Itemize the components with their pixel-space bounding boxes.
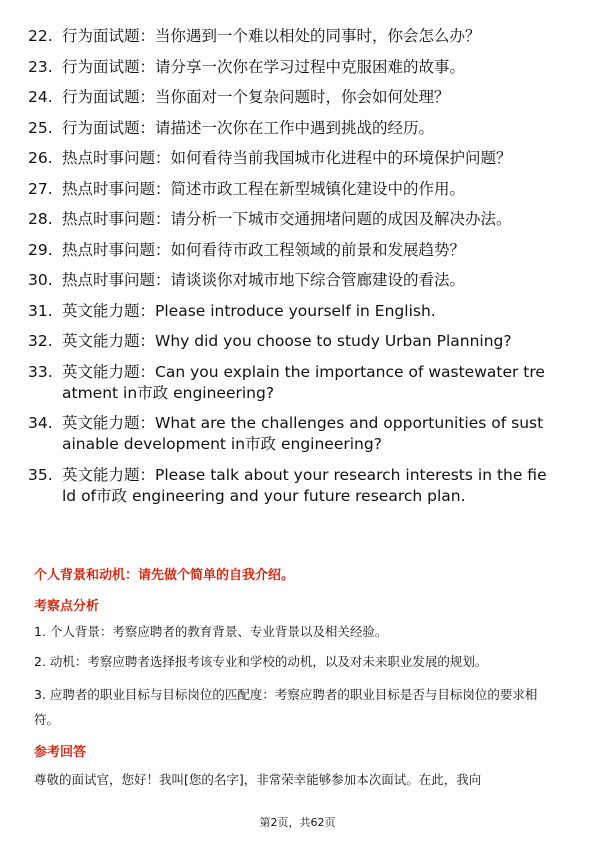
- question-item: [28, 413, 548, 455]
- analysis-item: 2. 动机：考察应聘者选择报考该专业和学校的动机，以及对未来职业发展的规划。: [34, 654, 488, 669]
- question-text: 热点时事问题：请谈谈你对城市地下综合管廊建设的看法。: [62, 271, 466, 289]
- question-item: [28, 362, 548, 404]
- question-text: 行为面试题：请描述一次你在工作中遇到挑战的经历。: [62, 118, 435, 137]
- page-footer: 第2页，共62页: [259, 816, 336, 829]
- analysis-item: 1. 个人背景：考察应聘者的教育背景、专业背景以及相关经验。: [34, 624, 388, 639]
- question-text: 英文能力题：Why did you choose to study Urban Planning?: [62, 332, 512, 350]
- question-number: 23.: [28, 57, 53, 76]
- question-text: 行为面试题：请分享一次你在学习过程中克服困难的故事。: [62, 57, 466, 76]
- question-number: 26.: [28, 149, 53, 167]
- question-item: [28, 179, 548, 200]
- question-item: [28, 26, 548, 47]
- question-text: 热点时事问题：简述市政工程在新型城镇化建设中的作用。: [62, 179, 466, 198]
- question-text: 行为面试题：当你遇到一个难以相处的同事时，你会怎么办？: [62, 27, 481, 45]
- question-item: [28, 301, 548, 322]
- question-number: 34.: [28, 414, 53, 432]
- analysis-item: 3. 应聘者的职业目标与目标岗位的匹配度：考察应聘者的职业目标是否与目标岗位的要求相符。: [34, 687, 538, 727]
- question-text: 热点时事问题：如何看待市政工程领域的前景和发展趋势？: [62, 240, 466, 259]
- question-item: [28, 331, 548, 352]
- section-heading: 个人背景和动机：请先做个简单的自我介绍。: [34, 568, 295, 583]
- question-number: 32.: [28, 332, 53, 350]
- question-number: 28.: [28, 210, 53, 228]
- question-text: 热点时事问题：如何看待当前我国城市化进程中的环境保护问题？: [62, 149, 512, 167]
- question-item: [28, 465, 548, 507]
- question-text: 英文能力题：What are the challenges and opportunities of sustainable development in市政 engineering?: [62, 414, 544, 453]
- question-text: 热点时事问题：请分析一下城市交通拥堵问题的成因及解决办法。: [62, 210, 512, 228]
- question-item: [28, 270, 548, 291]
- question-number: 31.: [28, 301, 53, 320]
- question-item: [28, 87, 548, 108]
- question-text: 英文能力题：Can you explain the importance of wastewater treatment in市政 engineering?: [62, 362, 545, 402]
- analysis-heading: 考察点分析: [34, 599, 100, 614]
- question-number: 25.: [28, 118, 53, 137]
- question-number: 24.: [28, 88, 53, 106]
- question-item: [28, 118, 548, 139]
- question-number: 30.: [28, 271, 53, 289]
- question-number: 22.: [28, 27, 53, 45]
- question-text: 英文能力题：Please introduce yourself in English.: [62, 301, 436, 320]
- answer-heading: 参考回答: [34, 745, 87, 760]
- question-item: [28, 209, 548, 230]
- question-number: 33.: [28, 362, 53, 381]
- question-item: [28, 148, 548, 169]
- question-text: 英文能力题：Please talk about your research interests in the field of市政 engineering and your future research plan.: [62, 465, 547, 505]
- question-text: 行为面试题：当你面对一个复杂问题时，你会如何处理？: [62, 88, 450, 106]
- answer-paragraph: 尊敬的面试官，您好！我叫[您的名字]，非常荣幸能够参加本次面试。在此，我向: [34, 772, 482, 787]
- question-number: 35.: [28, 465, 53, 484]
- question-number: 27.: [28, 179, 53, 198]
- question-list: [28, 26, 548, 516]
- question-item: [28, 57, 548, 78]
- question-item: [28, 240, 548, 261]
- question-number: 29.: [28, 240, 53, 259]
